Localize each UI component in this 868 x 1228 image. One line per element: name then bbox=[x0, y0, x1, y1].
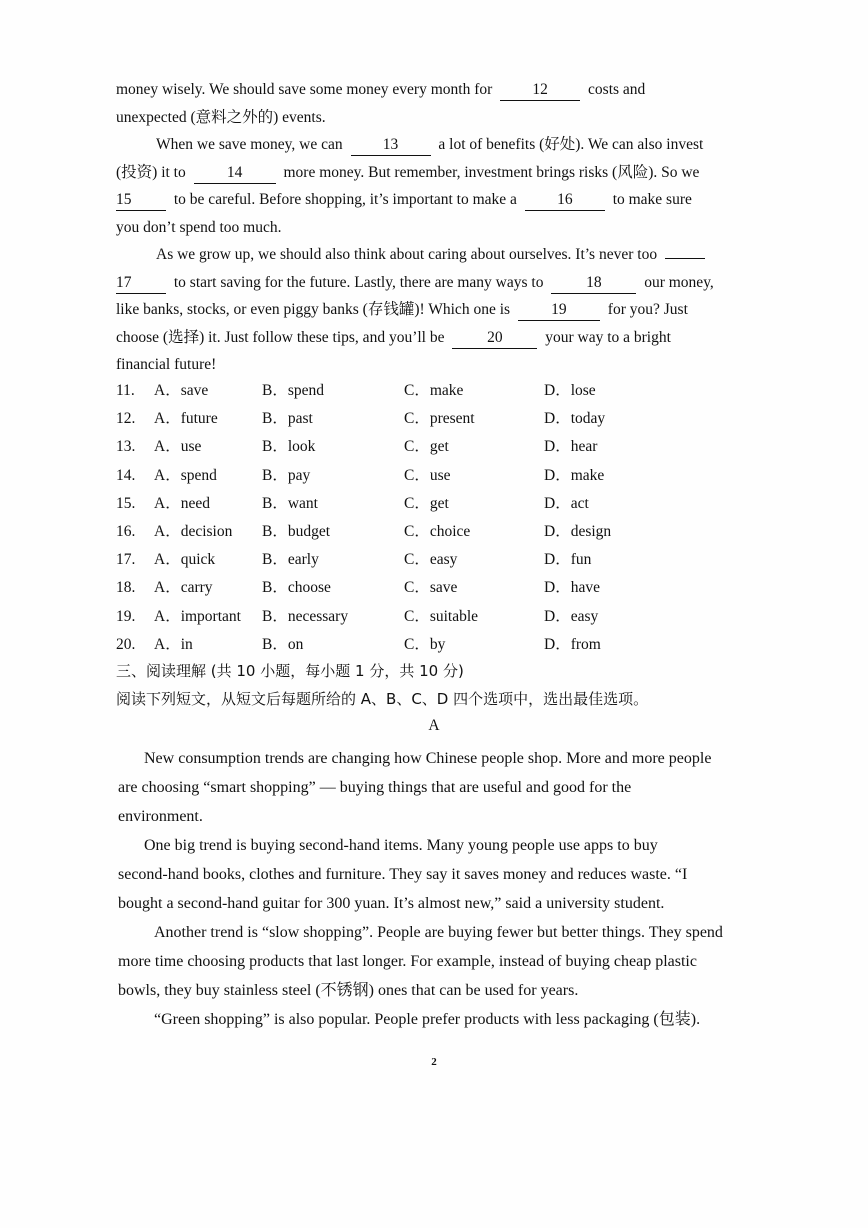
passage-label: A bbox=[428, 717, 440, 734]
blank-20: 20 bbox=[452, 328, 537, 349]
question-number: 15. bbox=[116, 494, 136, 512]
text-segment: As we grow up, we should also think about caring about ourselves. It’s never too bbox=[156, 246, 658, 263]
option-a: A．quick bbox=[154, 551, 216, 569]
reading-line: second-hand books, clothes and furniture. They say it saves money and reduces waste. “I bbox=[118, 866, 688, 883]
text-segment: money wisely. We should save some money every month for bbox=[116, 81, 493, 98]
question-number: 14. bbox=[116, 466, 136, 484]
option-d: D．have bbox=[544, 579, 600, 597]
text-segment: a lot of benefits (好处). We can also invest bbox=[438, 136, 704, 153]
text-segment: your way to a bright bbox=[545, 328, 671, 346]
answer-options bbox=[116, 377, 756, 659]
option-b: B．necessary bbox=[262, 607, 349, 625]
option-a: A．in bbox=[154, 635, 193, 653]
reading-line: One big trend is buying second-hand items. Many young people use apps to buy bbox=[144, 837, 658, 854]
text-segment: to be careful. Before shopping, it’s important to make a bbox=[173, 191, 517, 208]
option-a: A．need bbox=[154, 494, 210, 512]
option-c: C．use bbox=[404, 466, 451, 484]
option-c: C．save bbox=[404, 579, 458, 597]
option-row-17 bbox=[116, 546, 756, 574]
option-d: D．fun bbox=[544, 551, 592, 569]
option-c: C．present bbox=[404, 410, 475, 428]
text-segment: our money, bbox=[644, 273, 714, 291]
section-instruction: 阅读下列短文，从短文后每题所给的 A、B、C、D 四个选项中，选出最佳选项。 bbox=[116, 690, 649, 708]
option-c: C．suitable bbox=[404, 607, 479, 625]
option-d: D．hear bbox=[544, 438, 598, 456]
blank-17-start bbox=[665, 258, 705, 259]
question-number: 20. bbox=[116, 635, 136, 653]
option-row-15 bbox=[116, 490, 756, 518]
option-b: B．past bbox=[262, 410, 313, 428]
option-d: D．make bbox=[544, 466, 605, 484]
text-segment: choose (选择) it. Just follow these tips, and you’ll be bbox=[116, 328, 445, 346]
cloze-line-7 bbox=[116, 241, 756, 269]
reading-line: are choosing “smart shopping” — buying things that are useful and good for the bbox=[118, 779, 632, 796]
cloze-line-10 bbox=[116, 324, 756, 352]
blank-17: 17 bbox=[116, 273, 166, 294]
option-b: B．budget bbox=[262, 522, 331, 540]
blank-14: 14 bbox=[194, 163, 276, 184]
question-number: 18. bbox=[116, 579, 136, 597]
option-c: C．by bbox=[404, 635, 446, 653]
option-row-13 bbox=[116, 433, 756, 461]
blank-15: 15 bbox=[116, 190, 166, 211]
option-d: D．act bbox=[544, 494, 589, 512]
option-a: A．spend bbox=[154, 466, 217, 484]
cloze-line-2 bbox=[116, 104, 756, 132]
option-c: C．get bbox=[404, 494, 449, 512]
question-number: 16. bbox=[116, 522, 136, 540]
reading-line: New consumption trends are changing how Chinese people shop. More and more people bbox=[144, 750, 712, 767]
blank-16: 16 bbox=[525, 190, 605, 211]
text-segment: When we save money, we can bbox=[156, 136, 343, 153]
blank-18: 18 bbox=[551, 273, 636, 294]
option-b: B．on bbox=[262, 635, 304, 653]
option-row-11 bbox=[116, 377, 756, 405]
option-a: A．save bbox=[154, 382, 209, 399]
text-segment: financial future! bbox=[116, 356, 217, 373]
reading-line: bowls, they buy stainless steel (不锈钢) ones that can be used for years. bbox=[118, 982, 579, 999]
text-segment: you don’t spend too much. bbox=[116, 218, 282, 236]
option-c: C．get bbox=[404, 438, 449, 456]
option-row-19 bbox=[116, 603, 756, 631]
text-segment: to start saving for the future. Lastly, there are many ways to bbox=[173, 273, 544, 291]
option-a: A．use bbox=[154, 438, 202, 456]
option-b: B．early bbox=[262, 551, 319, 569]
text-segment: costs and bbox=[588, 81, 646, 98]
reading-line: bought a second-hand guitar for 300 yuan. It’s almost new,” said a university student. bbox=[118, 895, 665, 912]
question-number: 13. bbox=[116, 438, 136, 456]
option-row-16 bbox=[116, 518, 756, 546]
blank-13: 13 bbox=[351, 135, 431, 156]
option-b: B．choose bbox=[262, 579, 331, 597]
question-number: 12. bbox=[116, 410, 136, 428]
reading-line: Another trend is “slow shopping”. People are buying fewer but better things. They spend bbox=[154, 924, 723, 941]
cloze-line-5 bbox=[116, 186, 756, 214]
option-b: B．look bbox=[262, 438, 316, 456]
option-a: A．decision bbox=[154, 522, 233, 540]
cloze-line-6 bbox=[116, 214, 756, 242]
option-c: C．choice bbox=[404, 522, 471, 540]
option-row-14 bbox=[116, 462, 756, 490]
cloze-line-4 bbox=[116, 159, 756, 187]
option-row-18 bbox=[116, 574, 756, 602]
cloze-line-3 bbox=[116, 131, 756, 159]
reading-line: “Green shopping” is also popular. People prefer products with less packaging (包装). bbox=[154, 1011, 701, 1028]
section-title: 三、阅读理解 (共 10 小题，每小题 1 分，共 10 分) bbox=[116, 662, 464, 680]
text-segment: to make sure bbox=[612, 191, 692, 208]
option-a: A．future bbox=[154, 410, 218, 428]
option-c: C．easy bbox=[404, 551, 458, 569]
cloze-passage bbox=[116, 76, 756, 379]
question-number: 11. bbox=[116, 382, 135, 399]
option-d: D．easy bbox=[544, 607, 599, 625]
cloze-line-9 bbox=[116, 296, 756, 324]
cloze-line-1 bbox=[116, 76, 756, 104]
text-segment: more money. But remember, investment brings risks (风险). So we bbox=[283, 163, 700, 181]
option-d: D．from bbox=[544, 635, 601, 653]
option-d: D．design bbox=[544, 522, 612, 540]
option-a: A．carry bbox=[154, 579, 213, 597]
reading-line: environment. bbox=[118, 808, 203, 825]
blank-12: 12 bbox=[500, 80, 580, 101]
option-row-20 bbox=[116, 631, 756, 659]
blank-19: 19 bbox=[518, 300, 600, 321]
text-segment: for you? Just bbox=[607, 301, 688, 318]
question-number: 19. bbox=[116, 607, 136, 625]
option-a: A．important bbox=[154, 607, 241, 625]
text-segment: like banks, stocks, or even piggy banks (存钱罐)! Which one is bbox=[116, 301, 511, 318]
option-d: D．lose bbox=[544, 382, 596, 399]
option-row-12 bbox=[116, 405, 756, 433]
page-number: 2 bbox=[431, 1056, 437, 1068]
text-segment: (投资) it to bbox=[116, 163, 186, 181]
option-d: D．today bbox=[544, 410, 606, 428]
option-c: C．make bbox=[404, 382, 464, 399]
reading-line: more time choosing products that last longer. For example, instead of buying cheap plastic bbox=[118, 953, 697, 970]
cloze-line-11 bbox=[116, 351, 756, 379]
cloze-line-8 bbox=[116, 269, 756, 297]
text-segment: unexpected (意料之外的) events. bbox=[116, 108, 326, 126]
option-b: B．spend bbox=[262, 382, 325, 399]
option-b: B．want bbox=[262, 494, 318, 512]
reading-passage-a bbox=[118, 744, 758, 1034]
option-b: B．pay bbox=[262, 466, 311, 484]
question-number: 17. bbox=[116, 551, 136, 569]
